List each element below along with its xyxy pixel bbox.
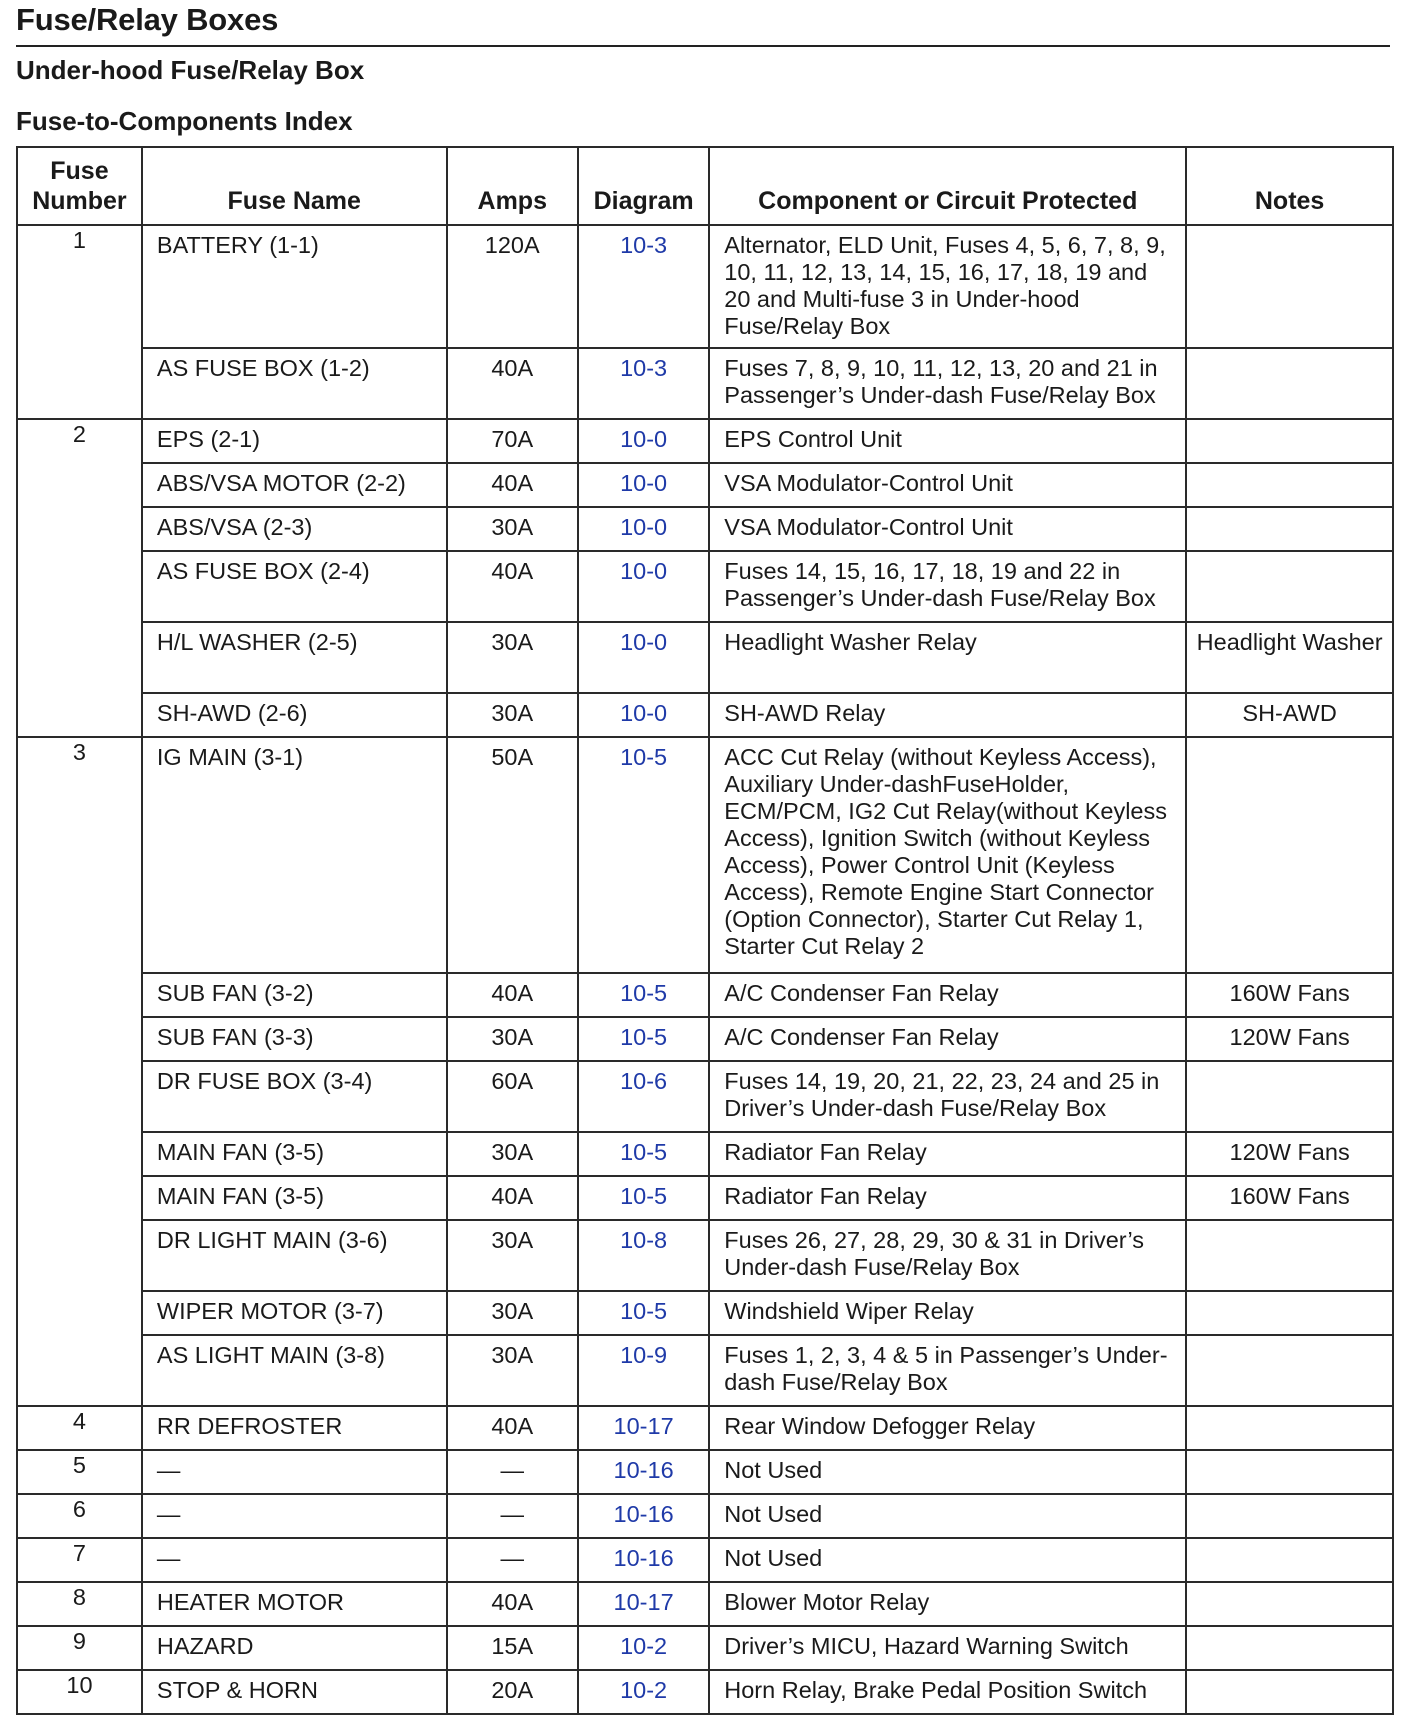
section-heading: Under-hood Fuse/Relay Box bbox=[16, 55, 365, 85]
table-row bbox=[17, 1176, 1393, 1220]
component-cell: ACC Cut Relay (without Keyless Access), Auxiliary Under-dashFuseHolder, ECM/PCM, IG2 Cut Relay(without Keyless Access), Ignition Switch (without Keyless Access), Power Control Unit (Keyless Access), Remote Engine Start Connector (Option Connector), Starter Cut Relay 1, Starter Cut Relay 2 bbox=[709, 737, 1186, 973]
diagram-ref-cell: 10-8 bbox=[578, 1220, 709, 1291]
col-header-notes: Notes bbox=[1186, 147, 1393, 225]
component-cell: Windshield Wiper Relay bbox=[709, 1291, 1186, 1335]
diagram-ref-cell: 10-9 bbox=[578, 1335, 709, 1406]
amps-cell: 40A bbox=[447, 973, 578, 1017]
notes-cell bbox=[1186, 1538, 1393, 1582]
fuse-number-cell: 4 bbox=[17, 1406, 142, 1450]
table-row bbox=[17, 1626, 1393, 1670]
notes-cell: 160W Fans bbox=[1186, 1176, 1393, 1220]
component-cell: Fuses 14, 19, 20, 21, 22, 23, 24 and 25 in Driver’s Under-dash Fuse/Relay Box bbox=[709, 1061, 1186, 1132]
table-row bbox=[17, 507, 1393, 551]
table-row bbox=[17, 1291, 1393, 1335]
diagram-ref-cell: 10-5 bbox=[578, 737, 709, 973]
component-cell: Horn Relay, Brake Pedal Position Switch bbox=[709, 1670, 1186, 1714]
col-header-fuse-number: Fuse Number bbox=[17, 147, 142, 225]
table-row bbox=[17, 737, 1393, 973]
diagram-ref-cell: 10-2 bbox=[578, 1670, 709, 1714]
diagram-ref-cell: 10-0 bbox=[578, 419, 709, 463]
table-row bbox=[17, 1335, 1393, 1406]
fuse-name-cell: AS LIGHT MAIN (3-8) bbox=[142, 1335, 447, 1406]
notes-cell: Headlight Washer bbox=[1186, 622, 1393, 693]
notes-cell bbox=[1186, 348, 1393, 419]
amps-cell: 30A bbox=[447, 1335, 578, 1406]
notes-cell bbox=[1186, 1335, 1393, 1406]
component-cell: Not Used bbox=[709, 1494, 1186, 1538]
component-cell: Fuses 1, 2, 3, 4 & 5 in Passenger’s Under-dash Fuse/Relay Box bbox=[709, 1335, 1186, 1406]
notes-cell bbox=[1186, 1450, 1393, 1494]
component-cell: A/C Condenser Fan Relay bbox=[709, 1017, 1186, 1061]
table-row bbox=[17, 693, 1393, 737]
fuse-name-cell: DR FUSE BOX (3-4) bbox=[142, 1061, 447, 1132]
diagram-ref-cell: 10-0 bbox=[578, 693, 709, 737]
amps-cell: 40A bbox=[447, 463, 578, 507]
fuse-name-cell: ABS/VSA (2-3) bbox=[142, 507, 447, 551]
component-cell: Fuses 26, 27, 28, 29, 30 & 31 in Driver’s Under-dash Fuse/Relay Box bbox=[709, 1220, 1186, 1291]
table-row bbox=[17, 419, 1393, 463]
table-row bbox=[17, 1061, 1393, 1132]
page-title: Fuse/Relay Boxes bbox=[16, 2, 279, 37]
fuse-name-cell: SUB FAN (3-2) bbox=[142, 973, 447, 1017]
col-header-component: Component or Circuit Protected bbox=[709, 147, 1186, 225]
component-cell: Not Used bbox=[709, 1450, 1186, 1494]
notes-cell bbox=[1186, 737, 1393, 973]
fuse-name-cell: MAIN FAN (3-5) bbox=[142, 1176, 447, 1220]
fuse-number-cell: 2 bbox=[17, 419, 142, 737]
diagram-ref-cell: 10-16 bbox=[578, 1538, 709, 1582]
table-row bbox=[17, 1220, 1393, 1291]
notes-cell bbox=[1186, 507, 1393, 551]
title-divider bbox=[16, 45, 1390, 47]
fuse-name-cell: DR LIGHT MAIN (3-6) bbox=[142, 1220, 447, 1291]
component-cell: Fuses 7, 8, 9, 10, 11, 12, 13, 20 and 21 in Passenger’s Under-dash Fuse/Relay Box bbox=[709, 348, 1186, 419]
diagram-ref-cell: 10-0 bbox=[578, 463, 709, 507]
notes-cell bbox=[1186, 1220, 1393, 1291]
table-row bbox=[17, 1450, 1393, 1494]
fuse-name-cell: BATTERY (1-1) bbox=[142, 225, 447, 348]
amps-cell: 60A bbox=[447, 1061, 578, 1132]
fuse-name-cell: AS FUSE BOX (1-2) bbox=[142, 348, 447, 419]
amps-cell: 40A bbox=[447, 1176, 578, 1220]
notes-cell bbox=[1186, 225, 1393, 348]
notes-cell bbox=[1186, 1582, 1393, 1626]
col-header-amps: Amps bbox=[447, 147, 578, 225]
fuse-name-cell: SUB FAN (3-3) bbox=[142, 1017, 447, 1061]
diagram-ref-cell: 10-0 bbox=[578, 507, 709, 551]
amps-cell: 40A bbox=[447, 1406, 578, 1450]
component-cell: A/C Condenser Fan Relay bbox=[709, 973, 1186, 1017]
diagram-ref-cell: 10-16 bbox=[578, 1494, 709, 1538]
amps-cell: 40A bbox=[447, 348, 578, 419]
fuse-name-cell: IG MAIN (3-1) bbox=[142, 737, 447, 973]
notes-cell: 120W Fans bbox=[1186, 1017, 1393, 1061]
table-header-row bbox=[17, 147, 1393, 225]
diagram-ref-cell: 10-5 bbox=[578, 1017, 709, 1061]
notes-cell bbox=[1186, 1670, 1393, 1714]
table-body bbox=[17, 225, 1393, 1714]
diagram-ref-cell: 10-5 bbox=[578, 1132, 709, 1176]
amps-cell: 30A bbox=[447, 507, 578, 551]
amps-cell: 30A bbox=[447, 693, 578, 737]
table-row bbox=[17, 1132, 1393, 1176]
amps-cell: 30A bbox=[447, 622, 578, 693]
table-row bbox=[17, 1582, 1393, 1626]
fuse-number-cell: 1 bbox=[17, 225, 142, 419]
fuse-number-cell: 7 bbox=[17, 1538, 142, 1582]
fuse-number-cell: 9 bbox=[17, 1626, 142, 1670]
fuse-name-cell: — bbox=[142, 1538, 447, 1582]
amps-cell: 30A bbox=[447, 1017, 578, 1061]
notes-cell: SH-AWD bbox=[1186, 693, 1393, 737]
component-cell: Radiator Fan Relay bbox=[709, 1132, 1186, 1176]
fuse-number-cell: 8 bbox=[17, 1582, 142, 1626]
diagram-ref-cell: 10-16 bbox=[578, 1450, 709, 1494]
component-cell: Blower Motor Relay bbox=[709, 1582, 1186, 1626]
table-row bbox=[17, 348, 1393, 419]
amps-cell: — bbox=[447, 1450, 578, 1494]
notes-cell bbox=[1186, 463, 1393, 507]
amps-cell: 15A bbox=[447, 1626, 578, 1670]
fuse-name-cell: HAZARD bbox=[142, 1626, 447, 1670]
table-row bbox=[17, 1406, 1393, 1450]
fuse-number-cell: 10 bbox=[17, 1670, 142, 1714]
amps-cell: — bbox=[447, 1494, 578, 1538]
table-row bbox=[17, 551, 1393, 622]
amps-cell: 30A bbox=[447, 1132, 578, 1176]
amps-cell: 120A bbox=[447, 225, 578, 348]
component-cell: Alternator, ELD Unit, Fuses 4, 5, 6, 7, 8, 9, 10, 11, 12, 13, 14, 15, 16, 17, 18, 19 and 20 and Multi-fuse 3 in Under-hood Fuse/Relay Box bbox=[709, 225, 1186, 348]
table-row bbox=[17, 622, 1393, 693]
fuse-index-table bbox=[16, 146, 1394, 1715]
component-cell: EPS Control Unit bbox=[709, 419, 1186, 463]
fuse-name-cell: AS FUSE BOX (2-4) bbox=[142, 551, 447, 622]
subsection-heading: Fuse-to-Components Index bbox=[16, 106, 353, 136]
notes-cell: 160W Fans bbox=[1186, 973, 1393, 1017]
diagram-ref-cell: 10-5 bbox=[578, 1291, 709, 1335]
amps-cell: 30A bbox=[447, 1220, 578, 1291]
diagram-ref-cell: 10-3 bbox=[578, 348, 709, 419]
fuse-name-cell: SH-AWD (2-6) bbox=[142, 693, 447, 737]
amps-cell: 70A bbox=[447, 419, 578, 463]
fuse-name-cell: — bbox=[142, 1450, 447, 1494]
fuse-name-cell: STOP & HORN bbox=[142, 1670, 447, 1714]
notes-cell bbox=[1186, 1061, 1393, 1132]
table-row bbox=[17, 1494, 1393, 1538]
diagram-ref-cell: 10-17 bbox=[578, 1406, 709, 1450]
col-header-fuse-name: Fuse Name bbox=[142, 147, 447, 225]
notes-cell bbox=[1186, 419, 1393, 463]
component-cell: VSA Modulator-Control Unit bbox=[709, 507, 1186, 551]
amps-cell: 40A bbox=[447, 1582, 578, 1626]
notes-cell bbox=[1186, 551, 1393, 622]
amps-cell: 30A bbox=[447, 1291, 578, 1335]
fuse-number-cell: 5 bbox=[17, 1450, 142, 1494]
notes-cell: 120W Fans bbox=[1186, 1132, 1393, 1176]
diagram-ref-cell: 10-17 bbox=[578, 1582, 709, 1626]
fuse-name-cell: — bbox=[142, 1494, 447, 1538]
diagram-ref-cell: 10-3 bbox=[578, 225, 709, 348]
component-cell: Radiator Fan Relay bbox=[709, 1176, 1186, 1220]
notes-cell bbox=[1186, 1291, 1393, 1335]
fuse-name-cell: EPS (2-1) bbox=[142, 419, 447, 463]
component-cell: Headlight Washer Relay bbox=[709, 622, 1186, 693]
amps-cell: 50A bbox=[447, 737, 578, 973]
col-header-diagram: Diagram bbox=[578, 147, 709, 225]
fuse-name-cell: RR DEFROSTER bbox=[142, 1406, 447, 1450]
diagram-ref-cell: 10-5 bbox=[578, 1176, 709, 1220]
table-row bbox=[17, 1538, 1393, 1582]
component-cell: Not Used bbox=[709, 1538, 1186, 1582]
table-row bbox=[17, 973, 1393, 1017]
amps-cell: 20A bbox=[447, 1670, 578, 1714]
fuse-number-cell: 6 bbox=[17, 1494, 142, 1538]
diagram-ref-cell: 10-0 bbox=[578, 551, 709, 622]
component-cell: Fuses 14, 15, 16, 17, 18, 19 and 22 in Passenger’s Under-dash Fuse/Relay Box bbox=[709, 551, 1186, 622]
diagram-ref-cell: 10-2 bbox=[578, 1626, 709, 1670]
fuse-name-cell: ABS/VSA MOTOR (2-2) bbox=[142, 463, 447, 507]
fuse-name-cell: MAIN FAN (3-5) bbox=[142, 1132, 447, 1176]
component-cell: VSA Modulator-Control Unit bbox=[709, 463, 1186, 507]
component-cell: Rear Window Defogger Relay bbox=[709, 1406, 1186, 1450]
fuse-name-cell: HEATER MOTOR bbox=[142, 1582, 447, 1626]
diagram-ref-cell: 10-5 bbox=[578, 973, 709, 1017]
table-row bbox=[17, 1670, 1393, 1714]
fuse-number-cell: 3 bbox=[17, 737, 142, 1406]
fuse-name-cell: WIPER MOTOR (3-7) bbox=[142, 1291, 447, 1335]
component-cell: SH-AWD Relay bbox=[709, 693, 1186, 737]
table-row bbox=[17, 463, 1393, 507]
amps-cell: — bbox=[447, 1538, 578, 1582]
table-row bbox=[17, 1017, 1393, 1061]
diagram-ref-cell: 10-0 bbox=[578, 622, 709, 693]
fuse-name-cell: H/L WASHER (2-5) bbox=[142, 622, 447, 693]
diagram-ref-cell: 10-6 bbox=[578, 1061, 709, 1132]
component-cell: Driver’s MICU, Hazard Warning Switch bbox=[709, 1626, 1186, 1670]
amps-cell: 40A bbox=[447, 551, 578, 622]
notes-cell bbox=[1186, 1494, 1393, 1538]
notes-cell bbox=[1186, 1626, 1393, 1670]
table-row bbox=[17, 225, 1393, 348]
notes-cell bbox=[1186, 1406, 1393, 1450]
